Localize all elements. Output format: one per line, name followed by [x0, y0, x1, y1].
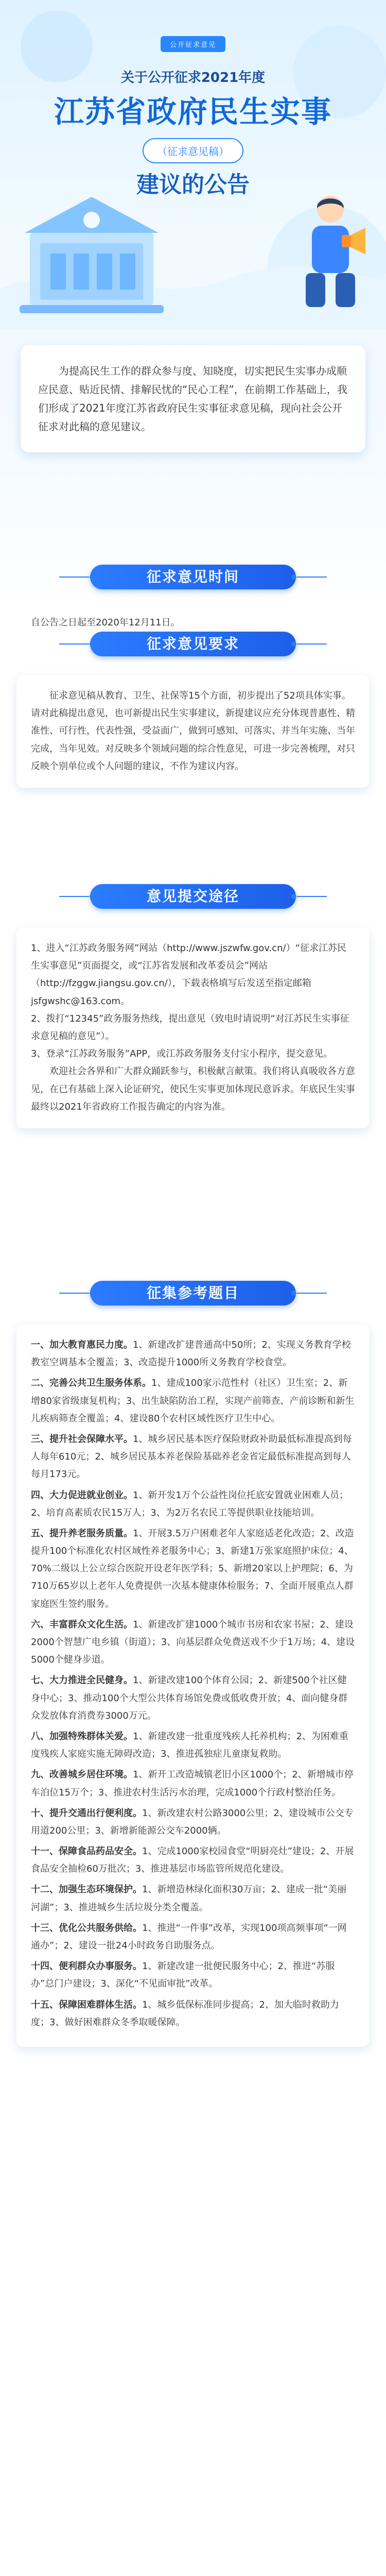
channel-item-4: 欢迎社会各界和广大群众踊跃参与，积极献言献策。我们将认真吸收各方意见，在已有基础上深入论证研究，使民生实事更加体现民意诉求。年底民生实事最终以2021年省政府工作报告确定的内容为准。 [31, 1066, 355, 1112]
list-item [31, 1616, 355, 1669]
list-item-head: 十三、优化公共服务供给。 [31, 1922, 142, 1934]
items-card [16, 1324, 370, 2047]
section-items [0, 1273, 386, 2047]
list-item [31, 1336, 355, 1371]
list-item-head: 二、完善公共卫生服务体系。 [31, 1378, 151, 1389]
list-item [31, 1843, 355, 1878]
section-title: 征求意见要求 [146, 635, 239, 652]
intro-card [21, 345, 365, 452]
list-item [31, 1375, 355, 1428]
hero-subtitle-pill: （征求意见稿） [143, 138, 243, 163]
hero-pill: 公开征求意见 [161, 36, 225, 52]
section-title: 意见提交途径 [146, 888, 239, 905]
section-title: 征求意见时间 [146, 568, 239, 585]
list-item-head: 十一、保障食品药品安全。 [31, 1846, 142, 1857]
section-header-requirements [59, 623, 327, 665]
list-item-head: 五、提升养老服务质量。 [31, 1528, 133, 1539]
list-item-body: 1、新建改建一批便民服务中心；2、推进“苏服办”总门户建设；3、深化“不见面审批”改革。 [31, 1961, 335, 1990]
list-item [31, 1766, 355, 1801]
list-item-body: 1、新增造林绿化面积30万亩；2、建成一批“美丽河湖”；3、推进城乡生活垃圾分类全覆盖。 [31, 1884, 347, 1913]
list-item-body: 1、新建改扩建1000个城市书房和农家书屋；2、建设2000个智慧广电乡镇（街道）；3、向基层群众免费送戏不少于1万场；4、建设5000个健身步道。 [31, 1619, 355, 1666]
list-item-body: 1、开展3.5万户困难老年人家庭适老化改造；2、改造提升100个标准化农村区域性养老服务中心；3、新建1万张家庭照护床位；4、70%二级以上公立综合医院开设老年医学科；5、新增20家以上护理院；6、为710万65岁以上老年人免费提供一次基本健康体检服务；7、全面开展重点人群家庭医生签约服务。 [31, 1528, 354, 1609]
section-title: 征集参考题目 [146, 1284, 239, 1301]
list-item-body: 1、新开工改造城镇老旧小区1000个；2、新增城市停车泊位15万个；3、推进农村生活污水治理，完成1000个行政村整治任务。 [31, 1769, 354, 1798]
list-item-head: 八、加强特殊群体关爱。 [31, 1731, 133, 1742]
list-item [31, 1487, 355, 1522]
list-item-head: 四、大力促进就业创业。 [31, 1489, 133, 1501]
list-item [31, 1805, 355, 1840]
hero-title: 江苏省政府民生实事 [54, 94, 332, 129]
list-item-head: 十二、加强生态环境保护。 [31, 1884, 142, 1895]
intro-text: 为提高民生工作的群众参与度、知晓度，切实把民生实事办成顺应民意、贴近民情、排解民忧的“民心工程”，在前期工作基础上，我们形成了2021年度江苏省政府民生实事征求意见稿，现向社会公开征求对此稿的意见建议。 [38, 365, 347, 433]
channel-item-1: 1、进入“江苏政务服务网”网站（http://www.jszwfw.gov.cn/）“征求江苏民生实事意见”页面提交，或“江苏省发展和改革委员会”网站（http://fzggw.jiangsu.gov.cn/），下载表格填写后发送至指定邮箱jsfgwshc@163.com。 [31, 943, 346, 1007]
list-item-head: 一、加大教育惠民力度。 [31, 1340, 133, 1350]
list-item-head: 三、提升社会保障水平。 [31, 1433, 133, 1445]
list-item [31, 1728, 355, 1763]
hero-top-line: 关于公开征求2021年度 [120, 70, 266, 86]
section-time-text: 自公告之日起至2020年12月11日。 [31, 617, 180, 628]
list-item-body: 1、新改建农村公路3000公里；2、建设城市公交专用道200公里；3、新增新能源公交车2000辆。 [31, 1807, 354, 1836]
header-deco-right-icon [291, 641, 327, 647]
list-item-body: 1、城乡居民基本医疗保险财政补助最低标准提高到每人每年610元；2、城乡居民基本养老保险基础养老金省定最低标准提高到每人每月173元。 [31, 1433, 352, 1480]
government-building-icon [9, 166, 174, 320]
section-requirements [0, 623, 386, 788]
channel-item-3: 3、登录“江苏政务服务”APP，或江苏政务服务支付宝小程序，提交意见。 [31, 1048, 333, 1060]
section-header-items [59, 1273, 327, 1314]
list-item-body: 1、推进“一件事”改革，实现100项高频事项“一网通办”；2、建设一批24小时政务自助服务点。 [31, 1922, 347, 1951]
list-item [31, 1525, 355, 1613]
hero-banner [0, 0, 386, 330]
list-item [31, 1881, 355, 1916]
section-header-channels [59, 876, 327, 917]
list-item [31, 1431, 355, 1484]
list-item-head: 十四、便利群众办事服务。 [31, 1961, 142, 1972]
list-item [31, 1958, 355, 1993]
list-item [31, 1920, 355, 1955]
list-item-head: 十五、保障困难群体生活。 [31, 1999, 142, 2010]
list-item-body: 1、新建改建100个体育公园；2、新建500个社区健身中心；3、推动100个大型公共体育场馆免费或低收费开放；4、面向健身群众发放体育消费券3000万元。 [31, 1675, 348, 1721]
list-item-body: 1、新开发1万个公益性岗位托底安置就业困难人员；2、培育高素质农民15万人；3、为2万名农民工等提供职业技能培训。 [31, 1489, 348, 1518]
list-item-head: 七、大力推进全民健身。 [31, 1675, 133, 1686]
list-item-body: 1、城乡低保标准同步提高；2、加大临时救助力度；3、做好困难群众冬季取暖保障。 [31, 1999, 339, 2028]
list-item-body: 1、新建改建一批重度残疾人托养机构；2、为困难重度残疾人家庭实施无障碍改造；3、推进孤独症儿童康复救助。 [31, 1731, 348, 1760]
hero-name: 建议的公告 [136, 172, 250, 198]
requirements-card [16, 675, 370, 788]
header-deco-right-icon [291, 1290, 327, 1296]
channel-item-2: 2、拨打“12345”政务服务热线，提出意见（致电时请说明“对江苏民生实事征求意见稿的意见”）。 [31, 1013, 349, 1042]
list-item-body: 1、完成1000家校园食堂“明厨亮灶”建设；2、开展食品安全抽检60万批次；3、推进基层市场监管所规范化建设。 [31, 1846, 354, 1875]
requirements-text: 征求意见稿从教育、卫生、社保等15个方面，初步提出了52项具体实事。请对此稿提出意见，也可新提出民生实事建议，新提建议应充分体现普惠性、精准性、可行性，代表性强，受益面广，做到可感知、可落实、并当年实施、当年完成，当年见效。对反映多个领域问题的综合性意见，可进一步完善梳理，对只反映个别单位或个人问题的建议，不作为建议内容。 [31, 690, 355, 772]
list-item-head: 六、丰富群众文化生活。 [31, 1619, 133, 1630]
section-channels [0, 876, 386, 1128]
list-item-head: 十、提升交通出行便利度。 [31, 1807, 142, 1819]
section-header-time [59, 556, 327, 598]
list-item [31, 1996, 355, 2031]
list-item [31, 1672, 355, 1725]
channels-card [16, 927, 370, 1128]
list-item-body: 1、新建改扩建普通高中50所；2、实现义务教育学校教室空调基本全覆盖；3、改造提升1000所义务教育学校食堂。 [31, 1340, 351, 1368]
header-deco-right-icon [291, 574, 327, 580]
list-item-head: 九、改善城乡居住环境。 [31, 1769, 133, 1781]
header-deco-right-icon [291, 893, 327, 900]
list-item-body: 1、建成100家示范性村（社区）卫生室；2、新增80家省级康复机构；3、出生缺陷防治工程，实现产前筛查、产前诊断和新生儿疾病筛查全覆盖；4、建设80个农村区域性医疗卫生中心。 [31, 1378, 355, 1424]
person-with-megaphone-icon [285, 182, 373, 316]
